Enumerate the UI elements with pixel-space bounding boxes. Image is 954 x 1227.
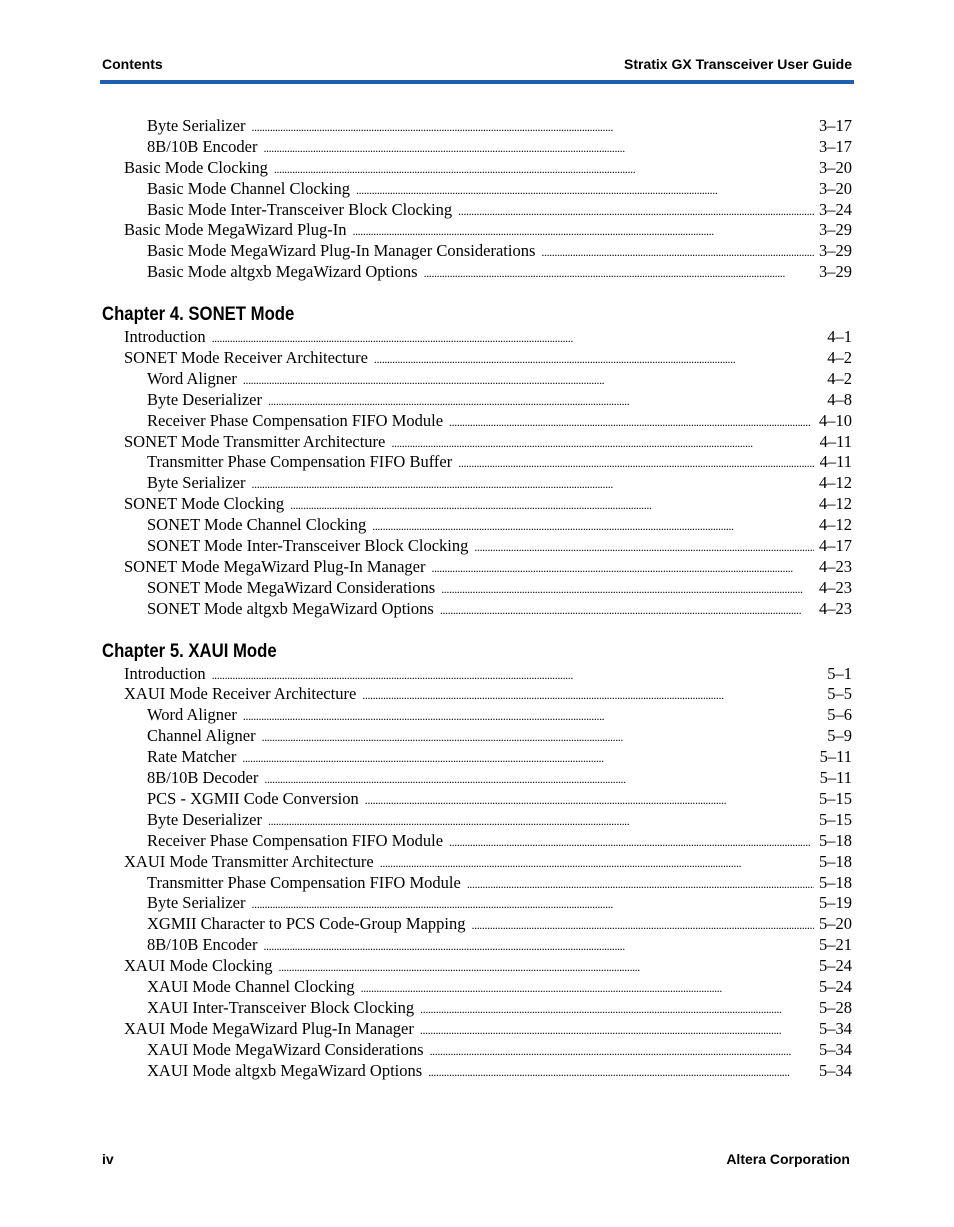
toc-entry-title: SONET Mode Receiver Architecture [124, 348, 368, 368]
dot-leader [467, 874, 814, 895]
toc-entry-title: Transmitter Phase Compensation FIFO Module [147, 872, 461, 892]
toc-entry[interactable] [147, 977, 852, 998]
toc-entry-title: SONET Mode Channel Clocking [147, 515, 367, 535]
dot-leader [243, 370, 822, 391]
dot-leader [278, 957, 814, 978]
toc-entry-page: 3–29 [819, 262, 852, 282]
toc-entry-title: SONET Mode Transmitter Architecture [124, 431, 386, 451]
dot-leader [212, 328, 823, 349]
toc-entry[interactable] [124, 432, 852, 453]
toc-entry-title: Byte Serializer [147, 893, 246, 913]
toc-entry-page: 4–2 [827, 348, 852, 368]
toc-entry[interactable] [147, 390, 852, 411]
toc-entry[interactable] [147, 831, 852, 852]
dot-leader [274, 159, 814, 180]
dot-leader [352, 221, 814, 242]
dot-leader [263, 936, 814, 957]
dot-leader [252, 117, 814, 138]
dot-leader [268, 811, 814, 832]
toc-entry-title: XAUI Mode MegaWizard Plug-In Manager [124, 1018, 414, 1038]
dot-leader [242, 748, 814, 769]
toc-entry-title: XAUI Mode Channel Clocking [147, 976, 355, 996]
toc-entry-title: Word Aligner [147, 705, 237, 725]
toc-entry-page: 5–6 [827, 705, 852, 725]
toc-entry-title: XAUI Mode altgxb MegaWizard Options [147, 1060, 423, 1080]
toc-entry-page: 4–23 [819, 556, 852, 576]
toc-entry[interactable] [147, 747, 852, 768]
dot-leader [420, 1020, 814, 1041]
toc-entry[interactable] [147, 1040, 852, 1061]
toc-entry[interactable] [147, 262, 852, 283]
toc-entry-page: 5–24 [819, 956, 852, 976]
toc-entry-title: Basic Mode MegaWizard Plug-In [124, 220, 347, 240]
toc-entry[interactable] [147, 515, 852, 536]
dot-leader [252, 474, 814, 495]
toc-entry-page: 5–9 [827, 726, 852, 746]
toc-entry[interactable] [147, 1061, 852, 1082]
toc-entry-title: SONET Mode MegaWizard Considerations [147, 577, 436, 597]
toc-entry-title: Basic Mode MegaWizard Plug-In Manager Considerations [147, 241, 536, 261]
toc-entry[interactable] [147, 179, 852, 200]
toc-entry-title: Channel Aligner [147, 726, 256, 746]
toc-entry-page: 4–23 [819, 577, 852, 597]
toc-entry[interactable] [147, 705, 852, 726]
dot-leader [380, 853, 814, 874]
toc-entry-title: XAUI Mode Clocking [124, 956, 273, 976]
toc-entry-page: 3–20 [819, 178, 852, 198]
dot-leader [440, 600, 814, 621]
toc-entry-page: 4–17 [819, 536, 852, 556]
toc-entry-page: 5–18 [819, 872, 852, 892]
toc-entry-page: 3–17 [819, 136, 852, 156]
dot-leader [431, 558, 814, 579]
toc-entry-title: PCS - XGMII Code Conversion [147, 788, 359, 808]
toc-entry-page: 4–1 [827, 327, 852, 347]
dot-leader [430, 1041, 814, 1062]
dot-leader [365, 790, 814, 811]
toc-entry[interactable] [147, 810, 852, 831]
toc-entry-page: 5–1 [827, 663, 852, 683]
toc-entry-page: 4–12 [819, 515, 852, 535]
dot-leader [458, 201, 814, 222]
running-header-left: Contents [102, 56, 163, 72]
toc-entry[interactable] [147, 578, 852, 599]
toc-entry[interactable] [147, 789, 852, 810]
toc-entry[interactable] [124, 327, 852, 348]
toc-entry-title: Rate Matcher [147, 747, 237, 767]
toc-entry-title: 8B/10B Encoder [147, 935, 258, 955]
toc-entry-title: XAUI Inter-Transceiver Block Clocking [147, 997, 415, 1017]
toc-entry[interactable] [147, 893, 852, 914]
toc-entry-title: SONET Mode MegaWizard Plug-In Manager [124, 556, 426, 576]
dot-leader [212, 665, 823, 686]
toc-entry-page: 5–34 [819, 1060, 852, 1080]
toc-entry-page: 5–15 [819, 788, 852, 808]
toc-entry-title: 8B/10B Encoder [147, 136, 258, 156]
dot-leader [263, 138, 814, 159]
toc-entry[interactable] [124, 956, 852, 977]
toc-entry[interactable] [147, 599, 852, 620]
toc-entry-title: XAUI Mode Transmitter Architecture [124, 851, 374, 871]
toc-entry-title: XAUI Mode MegaWizard Considerations [147, 1039, 424, 1059]
toc-entry-page: 4–10 [819, 410, 852, 430]
dot-leader [420, 999, 814, 1020]
running-header-right: Stratix GX Transceiver User Guide [624, 56, 852, 72]
dot-leader [262, 727, 823, 748]
chapter-heading: Chapter 5. XAUI Mode [102, 640, 277, 662]
toc-entry[interactable] [147, 369, 852, 390]
toc-entry-title: Byte Serializer [147, 473, 246, 493]
dot-leader [449, 832, 814, 853]
toc-entry[interactable] [147, 452, 852, 473]
toc-entry-title: Introduction [124, 663, 206, 683]
dot-leader [428, 1062, 814, 1083]
toc-entry-page: 5–34 [819, 1018, 852, 1038]
chapter-heading: Chapter 4. SONET Mode [102, 304, 295, 326]
toc-entry[interactable] [124, 158, 852, 179]
dot-leader [472, 915, 815, 936]
dot-leader [268, 391, 822, 412]
toc-entry-page: 5–28 [819, 997, 852, 1017]
toc-entry[interactable] [124, 494, 852, 515]
toc-entry-title: Byte Serializer [147, 116, 246, 135]
toc-entry[interactable] [147, 536, 852, 557]
toc-entry[interactable] [124, 348, 852, 369]
toc-entry-page: 5–18 [819, 851, 852, 871]
toc-entry-title: Basic Mode Inter-Transceiver Block Clocking [147, 199, 453, 219]
toc-entry[interactable] [124, 557, 852, 578]
toc-entry[interactable] [147, 998, 852, 1019]
page-number: iv [102, 1151, 114, 1167]
toc-entry[interactable] [124, 1019, 852, 1040]
toc-entry-title: Receiver Phase Compensation FIFO Module [147, 830, 444, 850]
toc-entry-page: 5–19 [819, 893, 852, 913]
dot-leader [361, 978, 814, 999]
toc-entry-title: XAUI Mode Receiver Architecture [124, 684, 357, 704]
dot-leader [458, 453, 814, 474]
toc-entry-title: Basic Mode Channel Clocking [147, 178, 351, 198]
toc-entry-page: 3–20 [819, 157, 852, 177]
toc-entry-title: SONET Mode Inter-Transceiver Block Clocking [147, 536, 469, 556]
dot-leader [449, 412, 814, 433]
toc-entry[interactable] [124, 852, 852, 873]
toc-entry-title: Introduction [124, 327, 206, 347]
dot-leader [362, 685, 822, 706]
toc-entry-page: 5–24 [819, 976, 852, 996]
dot-leader [391, 433, 814, 454]
toc-entry-page: 4–11 [819, 431, 852, 451]
toc-entry-title: Transmitter Phase Compensation FIFO Buffer [147, 452, 453, 472]
toc-entry[interactable] [147, 873, 852, 894]
toc-entry-page: 5–11 [819, 768, 852, 788]
toc-entry[interactable] [124, 664, 852, 685]
toc-entry-page: 5–5 [827, 684, 852, 704]
toc-entry-title: 8B/10B Decoder [147, 768, 259, 788]
toc-entry[interactable] [124, 684, 852, 705]
toc-entry-page: 5–18 [819, 830, 852, 850]
dot-leader [474, 537, 814, 558]
toc-entry-title: Word Aligner [147, 368, 237, 388]
dot-leader [356, 180, 814, 201]
toc-entry-page: 4–11 [819, 452, 852, 472]
toc-entry-title: Receiver Phase Compensation FIFO Module [147, 410, 444, 430]
section-gap [0, 620, 954, 640]
toc-entry-page: 5–34 [819, 1039, 852, 1059]
toc-entry-title: SONET Mode Clocking [124, 494, 285, 514]
toc-entry-page: 4–2 [827, 368, 852, 388]
toc-entry[interactable] [147, 116, 852, 137]
toc-entry[interactable] [147, 200, 852, 221]
header-rule [100, 80, 854, 84]
toc-entry-title: XGMII Character to PCS Code-Group Mapping [147, 914, 466, 934]
toc-entry-title: Basic Mode Clocking [124, 157, 268, 177]
toc-entry[interactable] [147, 241, 852, 262]
section-gap [0, 283, 954, 303]
toc-entry[interactable] [147, 726, 852, 747]
dot-leader [243, 706, 822, 727]
toc-entry-page: 4–12 [819, 473, 852, 493]
toc-entry-title: Basic Mode altgxb MegaWizard Options [147, 262, 418, 282]
dot-leader [424, 263, 814, 284]
toc-entry[interactable] [147, 473, 852, 494]
toc-entry-page: 3–17 [819, 116, 852, 135]
toc-entry[interactable] [147, 768, 852, 789]
toc-entry[interactable] [147, 411, 852, 432]
toc-entry-title: Byte Deserializer [147, 389, 262, 409]
toc-entry-page: 3–29 [819, 220, 852, 240]
dot-leader [372, 516, 814, 537]
dot-leader [290, 495, 814, 516]
toc-entry-page: 4–8 [827, 389, 852, 409]
toc-entry-title: Byte Deserializer [147, 809, 262, 829]
toc-entry-page: 3–29 [819, 241, 852, 261]
toc-entry-page: 5–15 [819, 809, 852, 829]
dot-leader [541, 242, 814, 263]
toc-entry-page: 4–12 [819, 494, 852, 514]
dot-leader [441, 579, 814, 600]
toc-entry[interactable] [147, 137, 852, 158]
toc-entry-page: 5–20 [819, 914, 852, 934]
running-footer-right: Altera Corporation [726, 1151, 850, 1167]
toc-entry-page: 3–24 [819, 199, 852, 219]
toc-entry-page: 4–23 [819, 598, 852, 618]
toc-entry-title: SONET Mode altgxb MegaWizard Options [147, 598, 434, 618]
toc-entry[interactable] [147, 935, 852, 956]
dot-leader [252, 894, 814, 915]
table-of-contents [0, 116, 954, 1081]
dot-leader [374, 349, 822, 370]
toc-entry-page: 5–21 [819, 935, 852, 955]
dot-leader [264, 769, 814, 790]
toc-entry-page: 5–11 [819, 747, 852, 767]
toc-entry[interactable] [147, 914, 852, 935]
toc-entry[interactable] [124, 220, 852, 241]
